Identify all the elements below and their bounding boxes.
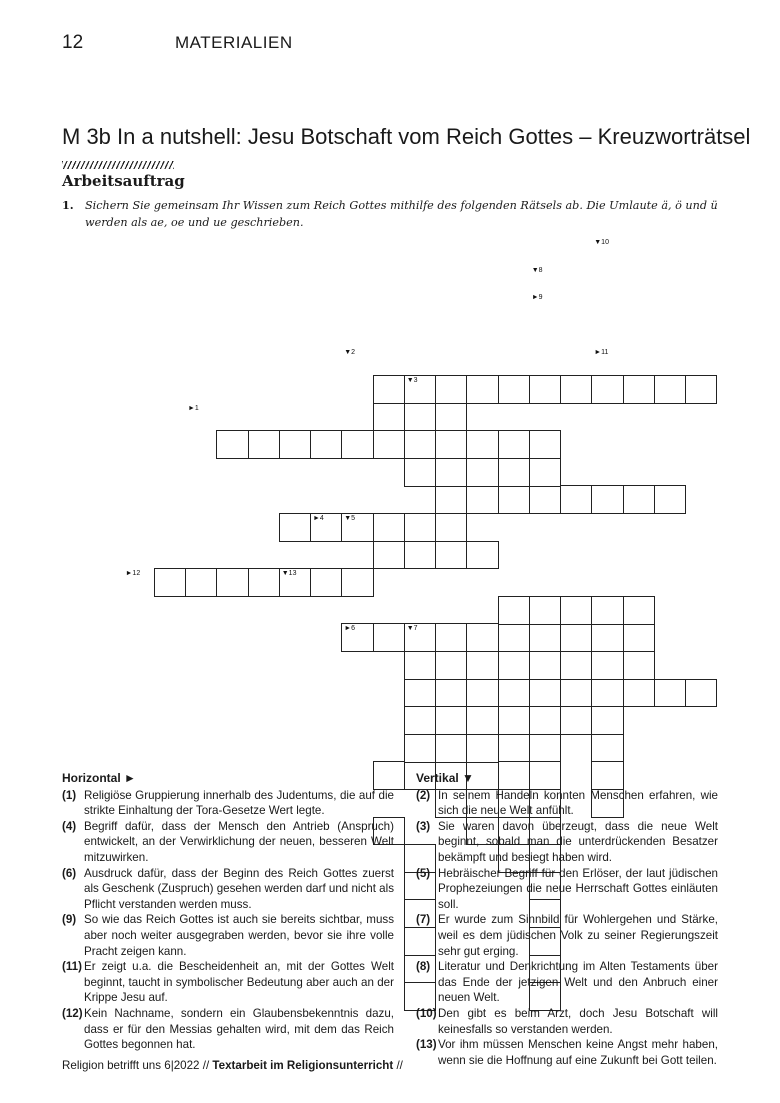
clue-text: Hebräischer Begriff für den Erlöser, der laut jüdischen Prophezeiungen die neue Herrschaft Gottes einläuten soll.: [438, 866, 718, 911]
crossword-cell[interactable]: [373, 541, 405, 570]
crossword-cell[interactable]: [591, 734, 623, 763]
crossword-cell[interactable]: [248, 430, 280, 459]
horizontal-clues: [62, 771, 394, 1053]
crossword-cell[interactable]: [623, 679, 655, 708]
crossword-cell[interactable]: [529, 679, 561, 708]
clue-text: Literatur und Denkrichtung im Alten Testaments über das Ende der jetzigen Welt und den Anbruch einer neuen Welt.: [438, 960, 718, 1005]
crossword-cell[interactable]: [216, 568, 248, 597]
crossword-cell[interactable]: [279, 513, 311, 542]
clue-text: In seinem Handeln konnten Menschen erfahren, wie sich die neue Welt anfühlt.: [438, 788, 718, 818]
crossword-cell[interactable]: [685, 375, 717, 404]
crossword-cell[interactable]: [404, 651, 436, 680]
footer-topic: Textarbeit im Religionsunterricht: [212, 1059, 394, 1072]
crossword-clue-number: ▼8: [531, 266, 543, 274]
crossword-cell[interactable]: [435, 623, 467, 652]
clue-item: [62, 866, 394, 913]
crossword-cell[interactable]: [623, 596, 655, 625]
clue-number: (10): [416, 1006, 437, 1020]
clue-item: [416, 866, 718, 913]
crossword-cell[interactable]: [216, 430, 248, 459]
crossword-cell[interactable]: [279, 568, 311, 597]
crossword-cell[interactable]: [435, 375, 467, 404]
crossword-cell[interactable]: [373, 403, 405, 432]
crossword-cell[interactable]: [654, 679, 686, 708]
crossword-cell[interactable]: [466, 651, 498, 680]
crossword-cell[interactable]: [435, 541, 467, 570]
crossword-cell[interactable]: [623, 651, 655, 680]
crossword-cell[interactable]: [404, 375, 436, 404]
crossword-cell[interactable]: [498, 706, 530, 735]
crossword-cell[interactable]: [435, 458, 467, 487]
page-number: 12: [62, 32, 84, 53]
crossword-cell[interactable]: [466, 623, 498, 652]
crossword-cell[interactable]: [279, 430, 311, 459]
task-heading: Arbeitsauftrag: [62, 172, 185, 190]
crossword-cell[interactable]: [466, 485, 498, 514]
clue-number: (8): [416, 960, 431, 974]
crossword-cell[interactable]: [498, 651, 530, 680]
crossword-cell[interactable]: [654, 485, 686, 514]
crossword-cell[interactable]: [404, 679, 436, 708]
crossword-clue-number: ►9: [531, 294, 543, 302]
crossword-cell[interactable]: [466, 430, 498, 459]
clue-text: Kein Nachname, sondern ein Glaubensbekenntnis dazu, dass er für den Messias gehalten wird, mit dem das Reich Gottes begonnen hat.: [84, 1006, 394, 1052]
crossword-clue-number: ▼13: [281, 570, 297, 578]
clue-text: Sie waren davon überzeugt, dass die neue Welt beginnt, sobald man die unterdrückenden Besatzer bekämpft und besiegt haben wird.: [438, 819, 718, 864]
crossword-cell[interactable]: [435, 734, 467, 763]
crossword-clue-number: ►11: [594, 349, 609, 357]
clue-number: (12): [62, 1006, 83, 1020]
clue-text: Religiöse Gruppierung innerhalb des Judentums, die auf die strikte Einhaltung der Tora-Gesetze Wert legte.: [84, 788, 394, 818]
crossword-cell[interactable]: [404, 541, 436, 570]
crossword-cell[interactable]: [466, 706, 498, 735]
crossword-cell[interactable]: [591, 651, 623, 680]
task-text: Sichern Sie gemeinsam Ihr Wissen zum Reich Gottes mithilfe des folgenden Rätsels ab. Die Umlaute ä, ö und ü werden als ae, oe und ue geschrieben.: [85, 199, 718, 229]
page-title: M 3b In a nutshell: Jesu Botschaft vom Reich Gottes – Kreuzworträtsel: [62, 124, 751, 149]
clue-item: [62, 1006, 394, 1053]
crossword-cell[interactable]: [591, 679, 623, 708]
clue-number: (4): [62, 819, 77, 833]
crossword-cell[interactable]: [373, 623, 405, 652]
crossword-cell[interactable]: [466, 734, 498, 763]
crossword-cell[interactable]: [404, 458, 436, 487]
crossword-cell[interactable]: [310, 513, 342, 542]
crossword-cell[interactable]: [404, 430, 436, 459]
crossword-clue-number: ▼5: [344, 515, 356, 522]
crossword-cell[interactable]: [341, 568, 373, 597]
crossword-cell[interactable]: [310, 568, 342, 597]
crossword-cell[interactable]: [498, 485, 530, 514]
crossword-cell[interactable]: [529, 734, 561, 763]
crossword-cell[interactable]: [466, 679, 498, 708]
clue-item: [62, 959, 394, 1006]
crossword-cell[interactable]: [591, 485, 623, 514]
crossword-cell[interactable]: [591, 706, 623, 735]
clue-item: [416, 912, 718, 959]
crossword-clue-number: ▼3: [406, 377, 418, 384]
clue-text: Den gibt es beim Arzt, doch Jesu Botschaft will keinesfalls so verstanden werden.: [438, 1006, 718, 1036]
clue-item: [62, 788, 394, 819]
crossword-cell[interactable]: [498, 596, 530, 625]
crossword-cell[interactable]: [466, 458, 498, 487]
crossword-cell[interactable]: [623, 485, 655, 514]
footer-journal: Religion betrifft uns 6|2022 //: [62, 1059, 210, 1072]
crossword-cell[interactable]: [560, 596, 592, 625]
clue-item: [416, 819, 718, 866]
crossword-cell[interactable]: [560, 679, 592, 708]
crossword-cell[interactable]: [529, 623, 561, 652]
crossword-cell[interactable]: [404, 403, 436, 432]
clue-number: (6): [62, 866, 77, 880]
crossword-clue-number: ►1: [188, 404, 199, 412]
crossword-cell[interactable]: [435, 651, 467, 680]
vertical-clues: [416, 771, 718, 1068]
crossword-cell[interactable]: [498, 430, 530, 459]
crossword-cell[interactable]: [341, 430, 373, 459]
clue-item: [416, 959, 718, 1006]
crossword-cell[interactable]: [498, 679, 530, 708]
crossword-cell[interactable]: [654, 375, 686, 404]
horizontal-heading: Horizontal ►: [62, 771, 136, 785]
crossword-cell[interactable]: [560, 375, 592, 404]
crossword-cell[interactable]: [435, 430, 467, 459]
footer-end: //: [396, 1059, 403, 1072]
crossword-cell[interactable]: [466, 375, 498, 404]
crossword-cell[interactable]: [560, 651, 592, 680]
crossword-cell[interactable]: [498, 623, 530, 652]
crossword-clue-number: ▼2: [344, 349, 356, 357]
crossword-cell[interactable]: [498, 458, 530, 487]
task-number: 1.: [62, 198, 74, 212]
crossword-cell[interactable]: [185, 568, 217, 597]
crossword-cell[interactable]: [685, 679, 717, 708]
crossword-cell[interactable]: [341, 623, 373, 652]
crossword-cell[interactable]: [529, 458, 561, 487]
crossword-cell[interactable]: [591, 375, 623, 404]
clue-number: (5): [416, 866, 431, 880]
crossword-clue-number: ▼7: [406, 625, 418, 633]
crossword-cell[interactable]: [404, 706, 436, 735]
clue-item: [62, 819, 394, 866]
footer: [62, 1059, 403, 1072]
clue-item: [416, 1037, 718, 1068]
crossword-cell[interactable]: [529, 375, 561, 404]
crossword-cell[interactable]: [591, 596, 623, 625]
crossword-cell[interactable]: [341, 513, 373, 542]
clue-number: (3): [416, 819, 431, 833]
clue-number: (9): [62, 913, 77, 927]
crossword-clue-number: ▼10: [594, 239, 609, 246]
crossword-cell[interactable]: [435, 706, 467, 735]
clue-text: Begriff dafür, dass der Mensch den Antrieb (Anspruch) entwickelt, an der Verwirklichung der neuen, besseren Welt mitzuwirken.: [84, 819, 394, 864]
crossword-cell[interactable]: [435, 485, 467, 514]
crossword-cell[interactable]: [404, 623, 436, 652]
crossword-cell[interactable]: [529, 596, 561, 625]
crossword-cell[interactable]: [560, 706, 592, 735]
crossword-cell[interactable]: [404, 513, 436, 542]
clue-item: [416, 1006, 718, 1037]
crossword-cell[interactable]: [435, 513, 467, 542]
crossword-clue-number: ►4: [313, 515, 324, 522]
clue-text: Ausdruck dafür, dass der Beginn des Reich Gottes zuerst als Geschenk (Zuspruch) gesehen werden darf und nicht als Pflicht verstanden werden muss.: [84, 866, 394, 911]
clue-item: [416, 788, 718, 819]
crossword-cell[interactable]: [623, 623, 655, 652]
clue-number: (7): [416, 913, 431, 927]
vertical-heading: Vertikal ▼: [416, 771, 474, 785]
crossword-cell[interactable]: [529, 706, 561, 735]
crossword-cell[interactable]: [435, 679, 467, 708]
crossword-cell[interactable]: [435, 403, 467, 432]
hatch-decoration: [62, 161, 174, 169]
crossword-cell[interactable]: [310, 430, 342, 459]
task-instruction: [62, 197, 722, 231]
clue-number: (1): [62, 788, 77, 802]
section-label: MATERIALIEN: [175, 33, 293, 52]
crossword-cell[interactable]: [529, 430, 561, 459]
crossword-cell[interactable]: [248, 568, 280, 597]
clue-text: Vor ihm müssen Menschen keine Angst mehr haben, wenn sie die Hoffnung auf eine Zukunft bei Gott teilen.: [438, 1038, 718, 1067]
clue-number: (13): [416, 1038, 437, 1052]
crossword-cell[interactable]: [529, 651, 561, 680]
crossword-cell[interactable]: [466, 541, 498, 570]
crossword-cell[interactable]: [373, 375, 405, 404]
crossword-cell[interactable]: [623, 375, 655, 404]
crossword-cell[interactable]: [498, 375, 530, 404]
crossword-cell[interactable]: [591, 623, 623, 652]
crossword-clue-number: ►6: [344, 625, 356, 633]
crossword-cell[interactable]: [154, 568, 186, 597]
crossword-cell[interactable]: [560, 485, 592, 514]
clue-text: So wie das Reich Gottes ist auch sie bereits sichtbar, muss aber noch weiter ausgegraben werden, bevor sie ihre volle Pracht zeigen kann.: [84, 913, 394, 958]
clue-number: (2): [416, 788, 431, 802]
clue-number: (11): [62, 960, 82, 974]
crossword-cell[interactable]: [529, 485, 561, 514]
crossword-cell[interactable]: [373, 513, 405, 542]
clue-text: Er zeigt u.a. die Bescheidenheit an, mit der Gottes Welt beginnt, taucht in symbolischer Bedeutung aber auch an der Krippe Jesu auf.: [84, 960, 394, 1005]
clue-item: [62, 912, 394, 959]
crossword-cell[interactable]: [373, 430, 405, 459]
crossword-cell[interactable]: [498, 734, 530, 763]
crossword-cell[interactable]: [404, 734, 436, 763]
crossword-clue-number: ►12: [125, 570, 141, 578]
clue-text: Er wurde zum Sinnbild für Wohlergehen und Stärke, weil es dem jüdischen Volk zu seiner Regierungszeit sehr gut erging.: [438, 913, 718, 958]
crossword-cell[interactable]: [560, 623, 592, 652]
